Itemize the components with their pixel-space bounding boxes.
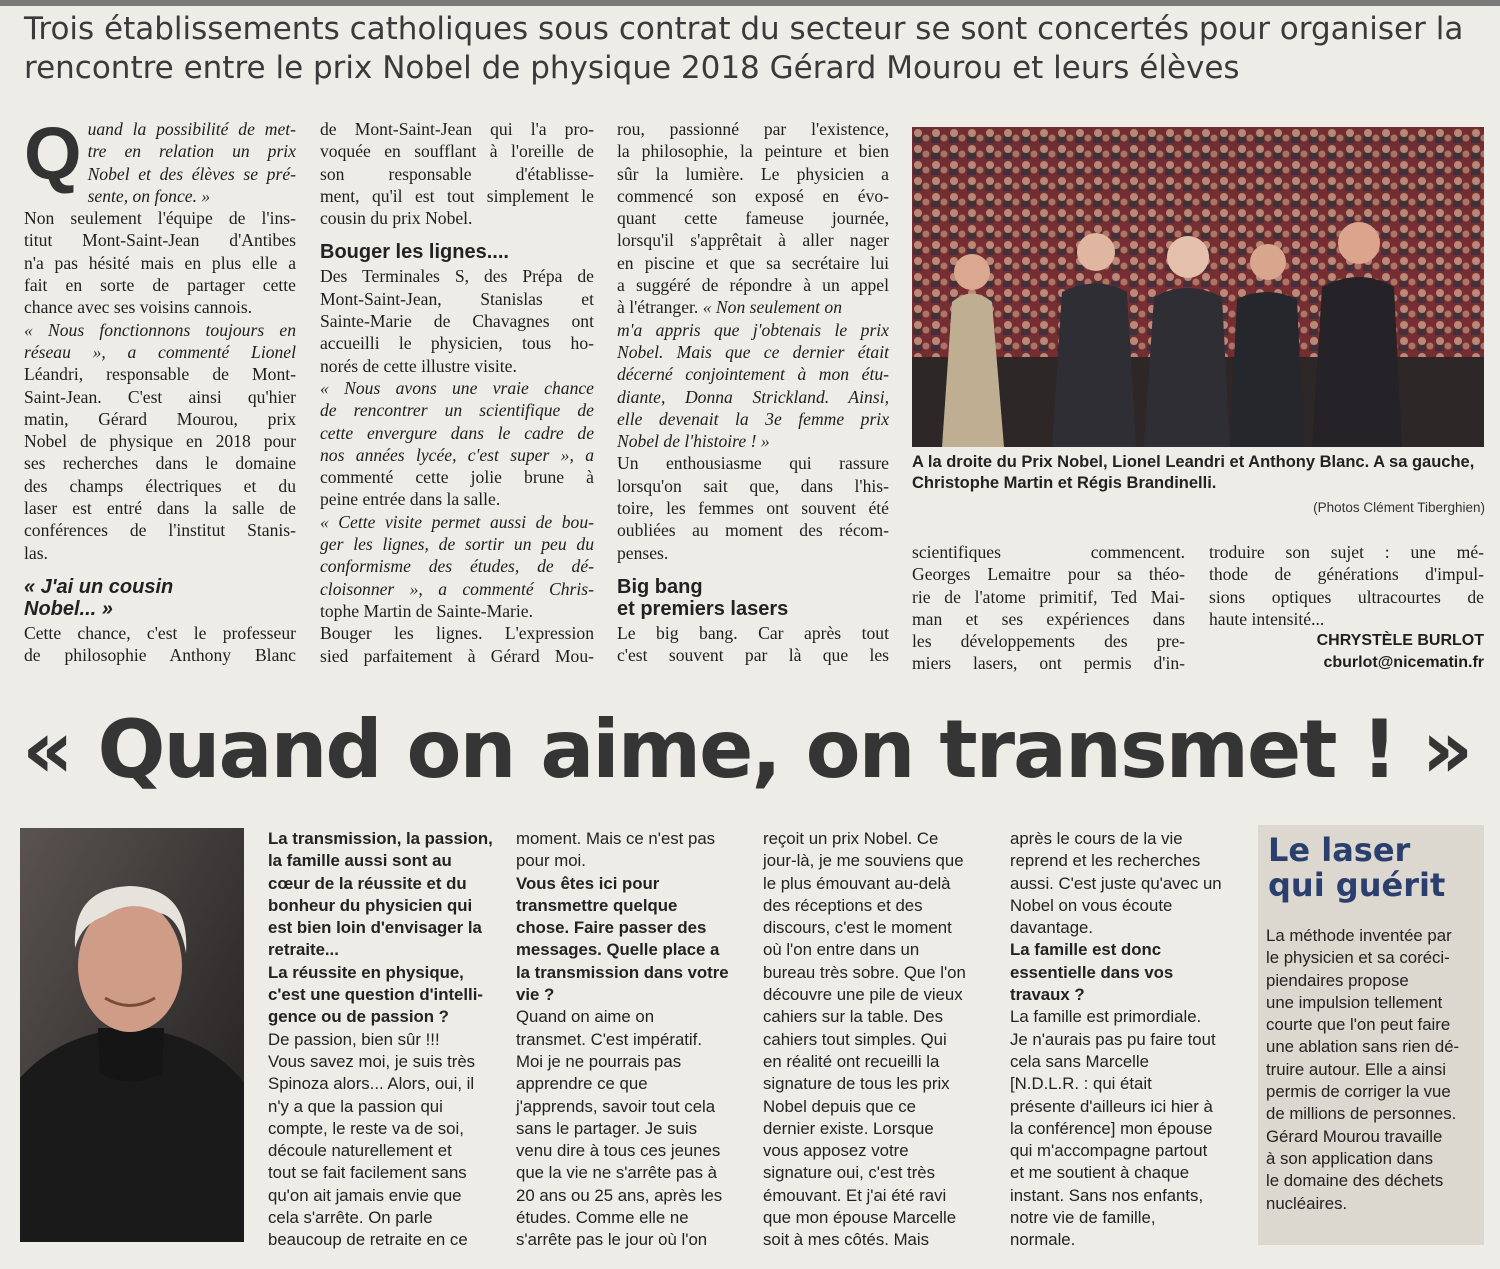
deck-line: rencontre entre le prix Nobel de physique 2018 Gérard Mourou et leurs élèves bbox=[24, 50, 1240, 86]
question-line: messages. Quelle place a bbox=[516, 940, 720, 960]
subheading-line: et premiers lasers bbox=[617, 597, 789, 620]
question-line: vie ? bbox=[516, 985, 555, 1005]
text-line: chance avec ses voisins cannois. bbox=[24, 297, 253, 318]
text-line: découvre une pile de vieux bbox=[763, 985, 963, 1005]
text-line: penses. bbox=[617, 542, 669, 563]
text-line: « Nous fonctionnons toujours en bbox=[24, 319, 296, 340]
text-line: truire autour. Elle a ainsi bbox=[1266, 1059, 1447, 1079]
article-column-4 bbox=[912, 541, 1185, 675]
text-line: commenté cette jolie brune à bbox=[320, 467, 594, 488]
text-line: à l'étranger. bbox=[617, 297, 699, 318]
text-line: troduire son sujet : une mé- bbox=[1209, 542, 1484, 562]
text-line: Des Terminales S, des Prépa de bbox=[320, 266, 594, 287]
text-line: La famille est primordiale. bbox=[1010, 1007, 1202, 1027]
text-line: présente d'ailleurs ici hier à bbox=[1010, 1096, 1213, 1116]
text-line: ses recherches dans le domaine bbox=[24, 453, 296, 474]
subheading bbox=[617, 576, 889, 620]
text-line: elle devenait la 3e femme prix bbox=[617, 408, 889, 429]
text-line: conformisme des études, de dé- bbox=[320, 556, 594, 577]
text-line: dernier existe. Lorsque bbox=[763, 1118, 934, 1138]
text-line: laser est entré dans la salle de bbox=[24, 498, 296, 519]
text-line: matin, Gérard Mourou, prix bbox=[24, 408, 296, 429]
interview-column-4 bbox=[1010, 828, 1242, 1252]
text-line: miers lasers, ont permis d'in- bbox=[912, 653, 1185, 674]
text-line: des champs électriques et du bbox=[24, 475, 296, 496]
text-line: norés de cette illustre visite. bbox=[320, 355, 517, 376]
text-line: jour-là, je me souviens que bbox=[763, 851, 964, 871]
text-line: une impulsion tellement bbox=[1266, 992, 1443, 1012]
interview-column-3 bbox=[763, 828, 991, 1252]
text-line: découle naturellement et bbox=[268, 1141, 452, 1161]
question-line: gence ou de passion ? bbox=[268, 1007, 449, 1027]
text-line: soit à mes côtés. Mais bbox=[763, 1230, 930, 1250]
text-line: cahiers sur la table. Des bbox=[763, 1007, 944, 1027]
text-line: Moi je ne pourrais pas bbox=[516, 1051, 682, 1071]
article-column-5 bbox=[1209, 541, 1484, 674]
text-line: discours, c'est le moment bbox=[763, 918, 952, 938]
text-line: ger les lignes, de sortir un peu du bbox=[320, 534, 594, 555]
text-line: reprend et les recherches bbox=[1010, 851, 1201, 871]
auditorium-photo bbox=[912, 127, 1484, 447]
text-line: émouvant. Et j'ai été ravi bbox=[763, 1185, 947, 1205]
text-line: quant cette fameuse journée, bbox=[617, 208, 889, 229]
text-line: lorsqu'on sait que, dans l'his- bbox=[617, 475, 889, 496]
photo-caption: A la droite du Prix Nobel, Lionel Leandri et Anthony Blanc. A sa gauche, Christophe Martin et Régis Brandinelli. bbox=[912, 453, 1475, 492]
text-line: c'est souvent par là que les bbox=[617, 645, 889, 666]
top-rule bbox=[0, 0, 1500, 6]
text-line: sûr la lumière. Le physicien a bbox=[617, 163, 889, 184]
text-line: j'apprends, savoir tout cela bbox=[516, 1096, 716, 1116]
portrait-photo bbox=[20, 828, 244, 1242]
interview-headline: « Quand on aime, on transmet ! » bbox=[22, 703, 1472, 796]
text-line: toire, les femmes ont souvent été bbox=[617, 498, 889, 519]
text-line: Sainte-Marie de Chavagnes ont bbox=[320, 311, 594, 332]
text-line: rou, passionné par l'existence, bbox=[617, 119, 889, 139]
text-line: compte, le reste va de soi, bbox=[268, 1118, 464, 1138]
text-line: Nobel depuis que ce bbox=[763, 1096, 917, 1116]
article-column-3 bbox=[617, 118, 889, 667]
text-line: normale. bbox=[1010, 1230, 1076, 1250]
drop-cap: Q bbox=[24, 112, 82, 195]
text-line: scientifiques commencent. bbox=[912, 542, 1185, 562]
text-line: réseau », a commenté Lionel bbox=[24, 341, 296, 362]
text-line: la philosophie, la peinture et bien bbox=[617, 141, 889, 162]
text-line: Saint-Jean. C'est ainsi qu'hier bbox=[24, 386, 296, 407]
sidebar-title-line: qui guérit bbox=[1268, 866, 1446, 904]
text-line: de millions de personnes. bbox=[1266, 1104, 1457, 1124]
text-line: Mont-Saint-Jean, Stanislas et bbox=[320, 288, 594, 309]
text-line: Nobel. Mais que ce dernier était bbox=[617, 341, 889, 362]
text-line: diante, Donna Strickland. Ainsi, bbox=[617, 386, 889, 407]
text-line: tre en relation un prix bbox=[87, 141, 296, 162]
text-line: cousin du prix Nobel. bbox=[320, 208, 473, 229]
text-line: cela sans Marcelle bbox=[1010, 1051, 1149, 1071]
sidebar-box bbox=[1258, 825, 1484, 1245]
text-line: m'a appris que j'obtenais le prix bbox=[617, 319, 889, 340]
text-line: Nobel de l'histoire ! » bbox=[617, 431, 770, 452]
text-line: Gérard Mourou travaille bbox=[1266, 1126, 1443, 1146]
text-line: las. bbox=[24, 542, 48, 563]
subheading-line: « J'ai un cousin bbox=[24, 575, 174, 598]
text-line: décerné conjointement à mon étu- bbox=[617, 364, 889, 385]
text-line: notre vie de famille, bbox=[1010, 1208, 1156, 1228]
text-line: que mon épouse Marcelle bbox=[763, 1208, 957, 1228]
text-line: tout se fait facilement sans bbox=[268, 1163, 467, 1183]
text-line: sions optiques ultracourtes de bbox=[1209, 586, 1484, 607]
text-line: aussi. C'est juste qu'avec un bbox=[1010, 873, 1222, 893]
question-line: La famille est donc bbox=[1010, 940, 1162, 960]
text-line: commencé son exposé en évo- bbox=[617, 185, 889, 206]
question-line: Vous êtes ici pour bbox=[516, 873, 660, 893]
text-line: Cette chance, c'est le professeur bbox=[24, 622, 296, 643]
text-line: Spinoza alors... Alors, oui, il bbox=[268, 1074, 475, 1094]
text-line: instant. Sans nos enfants, bbox=[1010, 1185, 1204, 1205]
text-line: sente, on fonce. » bbox=[87, 185, 211, 206]
question-line: transmettre quelque bbox=[516, 895, 678, 915]
text-line: signature oui, c'est très bbox=[763, 1163, 936, 1183]
text-line: Nobel de physique en 2018 pour bbox=[24, 431, 296, 452]
text-line: de Mont-Saint-Jean qui l'a pro- bbox=[320, 119, 594, 139]
text-line: titut Mont-Saint-Jean d'Antibes bbox=[24, 230, 296, 251]
subheading: Bouger les lignes.... bbox=[320, 241, 509, 264]
text-line: permis de corriger la vue bbox=[1266, 1082, 1451, 1102]
text-line: la famille aussi sont au bbox=[268, 851, 452, 871]
text-line: venu dire à tous ces jeunes bbox=[516, 1141, 721, 1161]
text-line: fait en sorte de partager cette bbox=[24, 275, 296, 296]
text-line: à son application dans bbox=[1266, 1148, 1434, 1168]
text-line: le domaine des déchets bbox=[1266, 1171, 1444, 1191]
text-line: n'y a que la passion qui bbox=[268, 1096, 443, 1116]
text-line: rie de l'atome primitif, Ted Mai- bbox=[912, 586, 1185, 607]
text-line: Vous savez moi, je suis très bbox=[268, 1051, 476, 1071]
text-line: la conférence] mon épouse bbox=[1010, 1118, 1213, 1138]
text-line: piendaires propose bbox=[1266, 970, 1409, 990]
text-line: ment, qu'il est tout simplement le bbox=[320, 185, 594, 206]
text-line: apprendre ce que bbox=[516, 1074, 648, 1094]
text-line: Je n'aurais pas pu faire tout bbox=[1010, 1029, 1216, 1049]
text-line: pour moi. bbox=[516, 851, 586, 871]
text-line: Non seulement l'équipe de l'ins- bbox=[24, 208, 296, 229]
article-column-1 bbox=[24, 112, 296, 667]
text-line: sans le partager. Je suis bbox=[516, 1118, 697, 1138]
interview-column-2 bbox=[516, 828, 741, 1252]
text-line: les développements des pre- bbox=[912, 631, 1185, 652]
question-line: travaux ? bbox=[1010, 985, 1085, 1005]
text-line: une ablation sans rien dé- bbox=[1266, 1037, 1460, 1057]
text-line: Un enthousiasme qui rassure bbox=[617, 453, 889, 474]
text-line: qu'on ait jamais envie que bbox=[268, 1185, 462, 1205]
text-line: après le cours de la vie bbox=[1010, 829, 1183, 848]
deck-line: Trois établissements catholiques sous contrat du secteur se sont concertés pour organiser la bbox=[24, 11, 1464, 47]
question-line: chose. Faire passer des bbox=[516, 918, 707, 938]
text-line: moment. Mais ce n'est pas bbox=[516, 829, 716, 848]
interview-column-1 bbox=[268, 828, 498, 1252]
text-line: De passion, bien sûr !!! bbox=[268, 1029, 440, 1049]
text-line: thode de générations d'impul- bbox=[1209, 564, 1484, 585]
sidebar-text bbox=[1258, 903, 1484, 1215]
question-line: la transmission dans votre bbox=[516, 962, 729, 982]
text-line: bonheur du physicien qui bbox=[268, 895, 473, 915]
text-line: reçoit un prix Nobel. Ce bbox=[763, 829, 939, 848]
sidebar-title-line: Le laser bbox=[1268, 831, 1411, 869]
article-deck bbox=[24, 10, 1484, 88]
text-line: cœur de la réussite et du bbox=[268, 873, 467, 893]
question-line: c'est une question d'intelli- bbox=[268, 985, 483, 1005]
text-line: cloisonner », a commenté Chris- bbox=[320, 578, 594, 599]
text-line: études. Comme elle ne bbox=[516, 1208, 689, 1228]
text-line: La transmission, la passion, bbox=[268, 829, 493, 848]
text-line: où l'on entre dans un bbox=[763, 940, 920, 960]
text-line: Le big bang. Car après tout bbox=[617, 622, 889, 643]
subheading-line: Nobel... » bbox=[24, 597, 113, 620]
text-line: beaucoup de retraite en ce bbox=[268, 1230, 468, 1250]
text-line: voquée en soufflant à l'oreille de bbox=[320, 141, 594, 162]
text-line: a suggéré de répondre à un appel bbox=[617, 275, 889, 296]
text-line: de rencontrer un scientifique de bbox=[320, 400, 594, 421]
text-line: retraite... bbox=[268, 940, 339, 960]
text-line: davantage. bbox=[1010, 918, 1094, 938]
text-line: Nobel on vous écoute bbox=[1010, 895, 1173, 915]
text-line: transmet. C'est impératif. bbox=[516, 1029, 702, 1049]
text-line: courte que l'on peut faire bbox=[1266, 1015, 1451, 1035]
text-line: tophe Martin de Sainte-Marie. bbox=[320, 600, 534, 621]
author-name: CHRYSTÈLE BURLOT bbox=[1316, 632, 1484, 650]
text-line: n'a pas hésité mais en plus elle a bbox=[24, 252, 296, 273]
text-line: uand la possibilité de met- bbox=[87, 119, 296, 139]
text-line: bureau très sobre. Que l'on bbox=[763, 962, 966, 982]
author-email: cburlot@nicematin.fr bbox=[1323, 654, 1484, 672]
text-line: [N.D.L.R. : qui était bbox=[1010, 1074, 1152, 1094]
text-line: « Nous avons une vraie chance bbox=[320, 377, 594, 398]
text-line: Léandri, responsable de Mont- bbox=[24, 364, 296, 385]
text-line: oubliées au moment des récom- bbox=[617, 520, 889, 541]
text-line: des réceptions et des bbox=[763, 895, 923, 915]
text-line: lorsqu'il s'apprêtait à aller nager bbox=[617, 230, 889, 251]
portrait-photo-image bbox=[20, 828, 244, 1242]
text-line: Quand on aime on bbox=[516, 1007, 655, 1027]
text-line: le physicien et sa coréci- bbox=[1266, 948, 1450, 968]
subheading bbox=[24, 576, 296, 620]
question-line: La réussite en physique, bbox=[268, 962, 464, 982]
text-line: « Cette visite permet aussi de bou- bbox=[320, 511, 594, 532]
text-line: de philosophie Anthony Blanc bbox=[24, 645, 296, 666]
text-line: 20 ans ou 25 ans, après les bbox=[516, 1185, 723, 1205]
text-line: cahiers tout simples. Qui bbox=[763, 1029, 947, 1049]
subheading-line: Big bang bbox=[617, 575, 703, 598]
text-line: Georges Lemaitre pour sa théo- bbox=[912, 564, 1185, 585]
text-line: man et ses expériences dans bbox=[912, 608, 1185, 629]
text-line: que la vie ne s'arrête pas à bbox=[516, 1163, 717, 1183]
text-line: son responsable d'établisse- bbox=[320, 163, 594, 184]
text-line: « Non seulement on bbox=[702, 297, 842, 318]
text-line: et me soutient à chaque bbox=[1010, 1163, 1190, 1183]
text-line: vous apposez votre bbox=[763, 1141, 909, 1161]
text-line: cela s'arrête. On parle bbox=[268, 1208, 433, 1228]
text-line: le plus émouvant au-delà bbox=[763, 873, 951, 893]
text-line: en réalité ont recueilli la bbox=[763, 1051, 940, 1071]
photo-credit: (Photos Clément Tiberghien) bbox=[1313, 500, 1485, 515]
text-line: est bien loin d'envisager la bbox=[268, 918, 482, 938]
text-line: haute intensité... bbox=[1209, 608, 1325, 629]
text-line: Bouger les lignes. L'expression bbox=[320, 623, 594, 644]
text-line: signature de tous les prix bbox=[763, 1074, 950, 1094]
text-line: qui m'accompagne partout bbox=[1010, 1141, 1208, 1161]
text-line: nucléaires. bbox=[1266, 1193, 1348, 1213]
question-line: essentielle dans vos bbox=[1010, 962, 1174, 982]
text-line: La méthode inventée par bbox=[1266, 926, 1452, 945]
text-line: cette envergure dans le cadre de bbox=[320, 422, 594, 443]
text-line: sied parfaitement à Gérard Mou- bbox=[320, 645, 594, 666]
sidebar-title bbox=[1258, 825, 1484, 903]
auditorium-photo-image bbox=[912, 127, 1484, 447]
text-line: Nobel et des élèves se pré- bbox=[87, 163, 296, 184]
text-line: peine entrée dans la salle. bbox=[320, 489, 501, 510]
text-line: conférences de l'institut Stanis- bbox=[24, 520, 296, 541]
text-line: accueilli le physicien, tous ho- bbox=[320, 333, 594, 354]
article-column-2 bbox=[320, 118, 594, 667]
text-line: nos années lycée, c'est super », a bbox=[320, 444, 594, 465]
text-line: en piscine et que sa secrétaire lui bbox=[617, 252, 889, 273]
text-line: s'arrête pas le jour où l'on bbox=[516, 1230, 708, 1250]
